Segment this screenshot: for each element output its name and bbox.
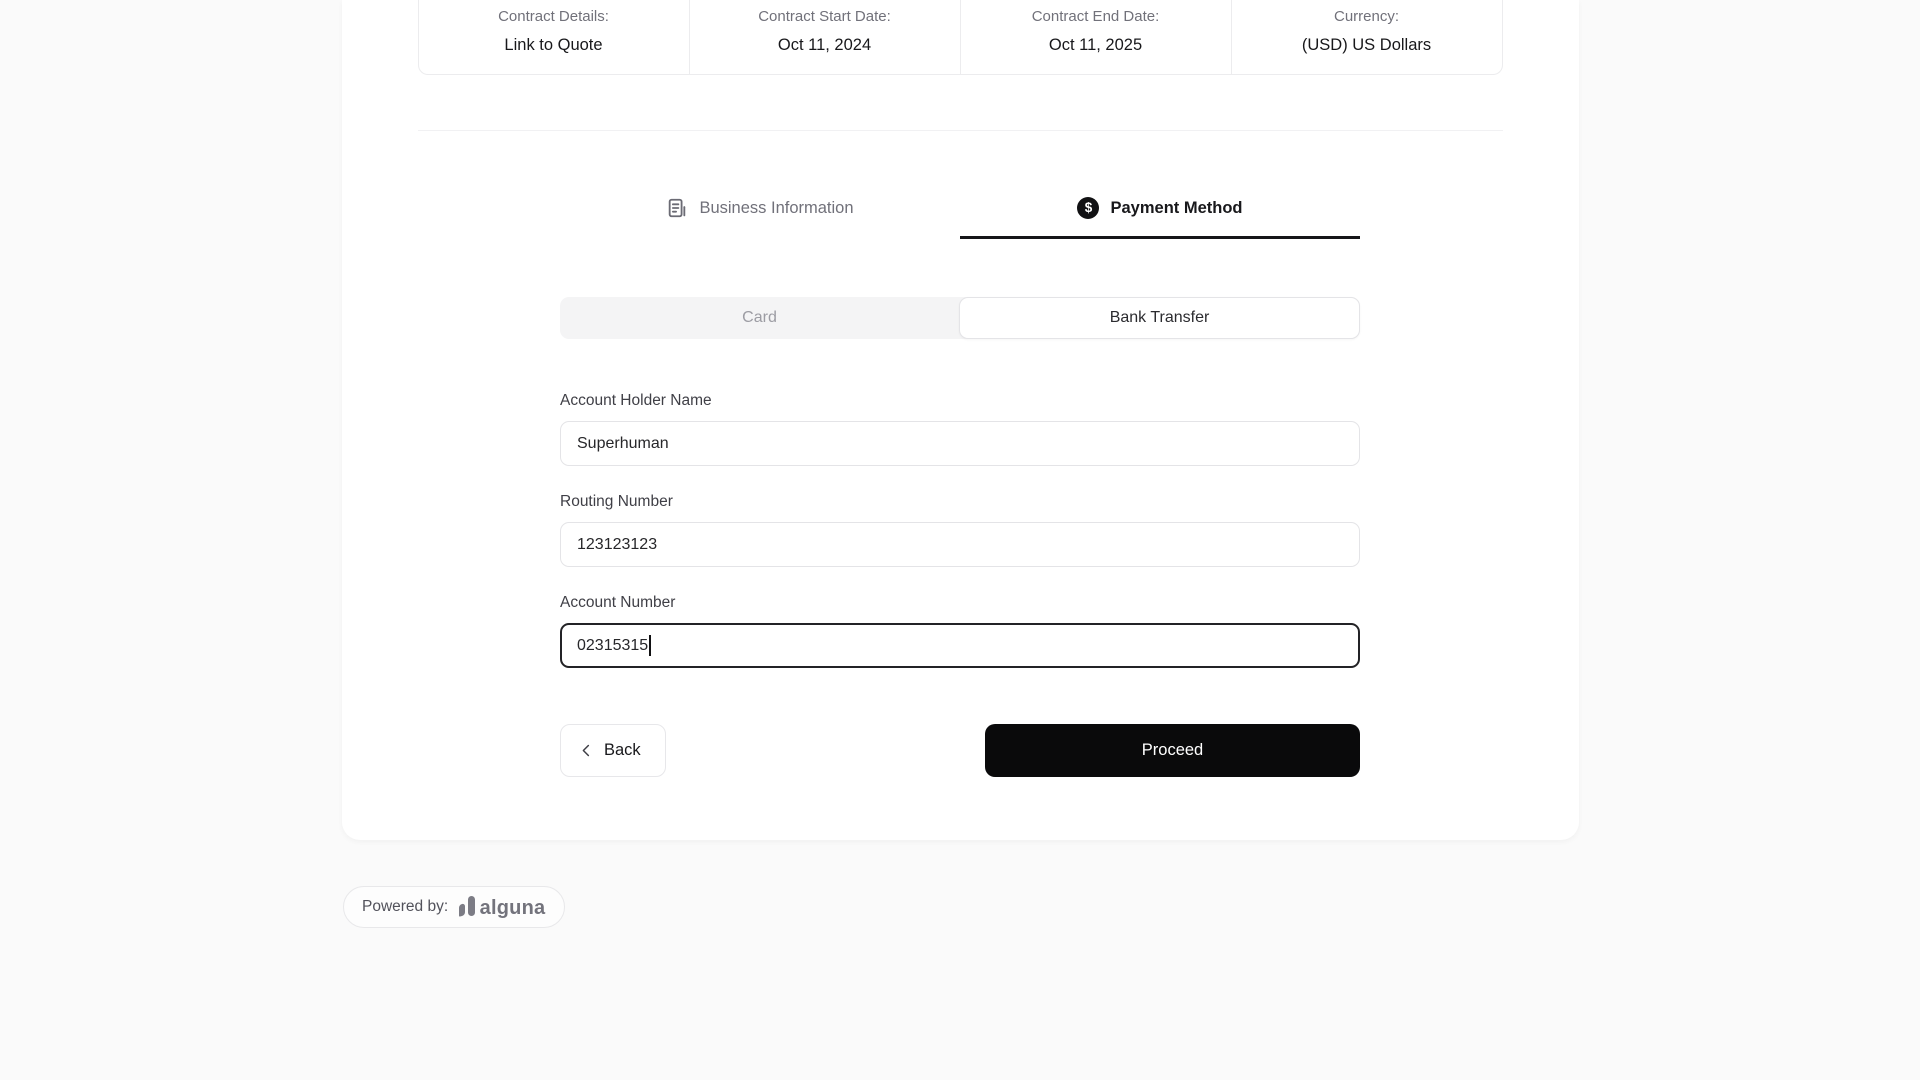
section-divider [418,130,1503,131]
toggle-option-bank-transfer[interactable]: Bank Transfer [959,297,1360,339]
bank-transfer-form [560,391,1360,668]
account-number-input[interactable] [560,623,1360,668]
dollar-coin-icon: $ [1077,197,1099,219]
routing-number-input[interactable] [560,522,1360,567]
contract-end-date-value: Oct 11, 2025 [1048,36,1143,54]
routing-number-label: Routing Number [560,493,673,510]
tab-business-information[interactable] [560,197,960,239]
toggle-option-card[interactable]: Card [742,309,777,326]
link-to-quote[interactable]: Link to Quote [504,36,603,54]
currency-label: Currency: [1333,8,1400,25]
contract-details-label: Contract Details: [498,8,609,25]
account-number-label: Account Number [560,594,676,611]
account-holder-name-field [560,391,1360,466]
chevron-left-icon [579,743,594,758]
business-document-icon [666,197,688,219]
contract-start-date-value: Oct 11, 2024 [777,36,872,54]
alguna-logo [459,896,545,918]
account-number-field [560,593,1360,668]
text-caret [649,635,651,656]
powered-by-label: Powered by: [362,898,449,915]
account-holder-name-input[interactable] [560,421,1360,466]
routing-number-value: 123123123 [577,535,658,553]
contract-summary-row [418,0,1503,75]
account-holder-name-value: Superhuman [577,434,669,452]
contract-end-date-cell [960,0,1231,74]
account-number-value: 02315315 [577,636,649,654]
contract-end-date-label: Contract End Date: [1031,8,1160,25]
currency-value: (USD) US Dollars [1301,36,1432,54]
account-holder-name-label: Account Holder Name [560,392,712,409]
contract-start-date-label: Contract Start Date: [758,8,891,25]
payment-method-toggle [560,297,1360,339]
step-tabs [560,197,1360,239]
alguna-bars-icon [459,896,475,918]
currency-cell [1231,0,1502,74]
tab-payment-method-label: Payment Method [1110,198,1243,217]
alguna-wordmark: alguna [479,897,546,919]
back-button[interactable] [560,724,666,777]
contract-details-cell [419,0,689,74]
back-button-label: Back [604,741,641,759]
tab-payment-method[interactable] [960,197,1360,239]
form-actions [560,724,1360,777]
powered-by-badge[interactable] [343,886,565,928]
tab-business-information-label: Business Information [699,198,854,217]
routing-number-field [560,492,1360,567]
contract-start-date-cell [689,0,960,74]
proceed-button[interactable]: Proceed [985,724,1360,777]
checkout-card [342,0,1579,840]
